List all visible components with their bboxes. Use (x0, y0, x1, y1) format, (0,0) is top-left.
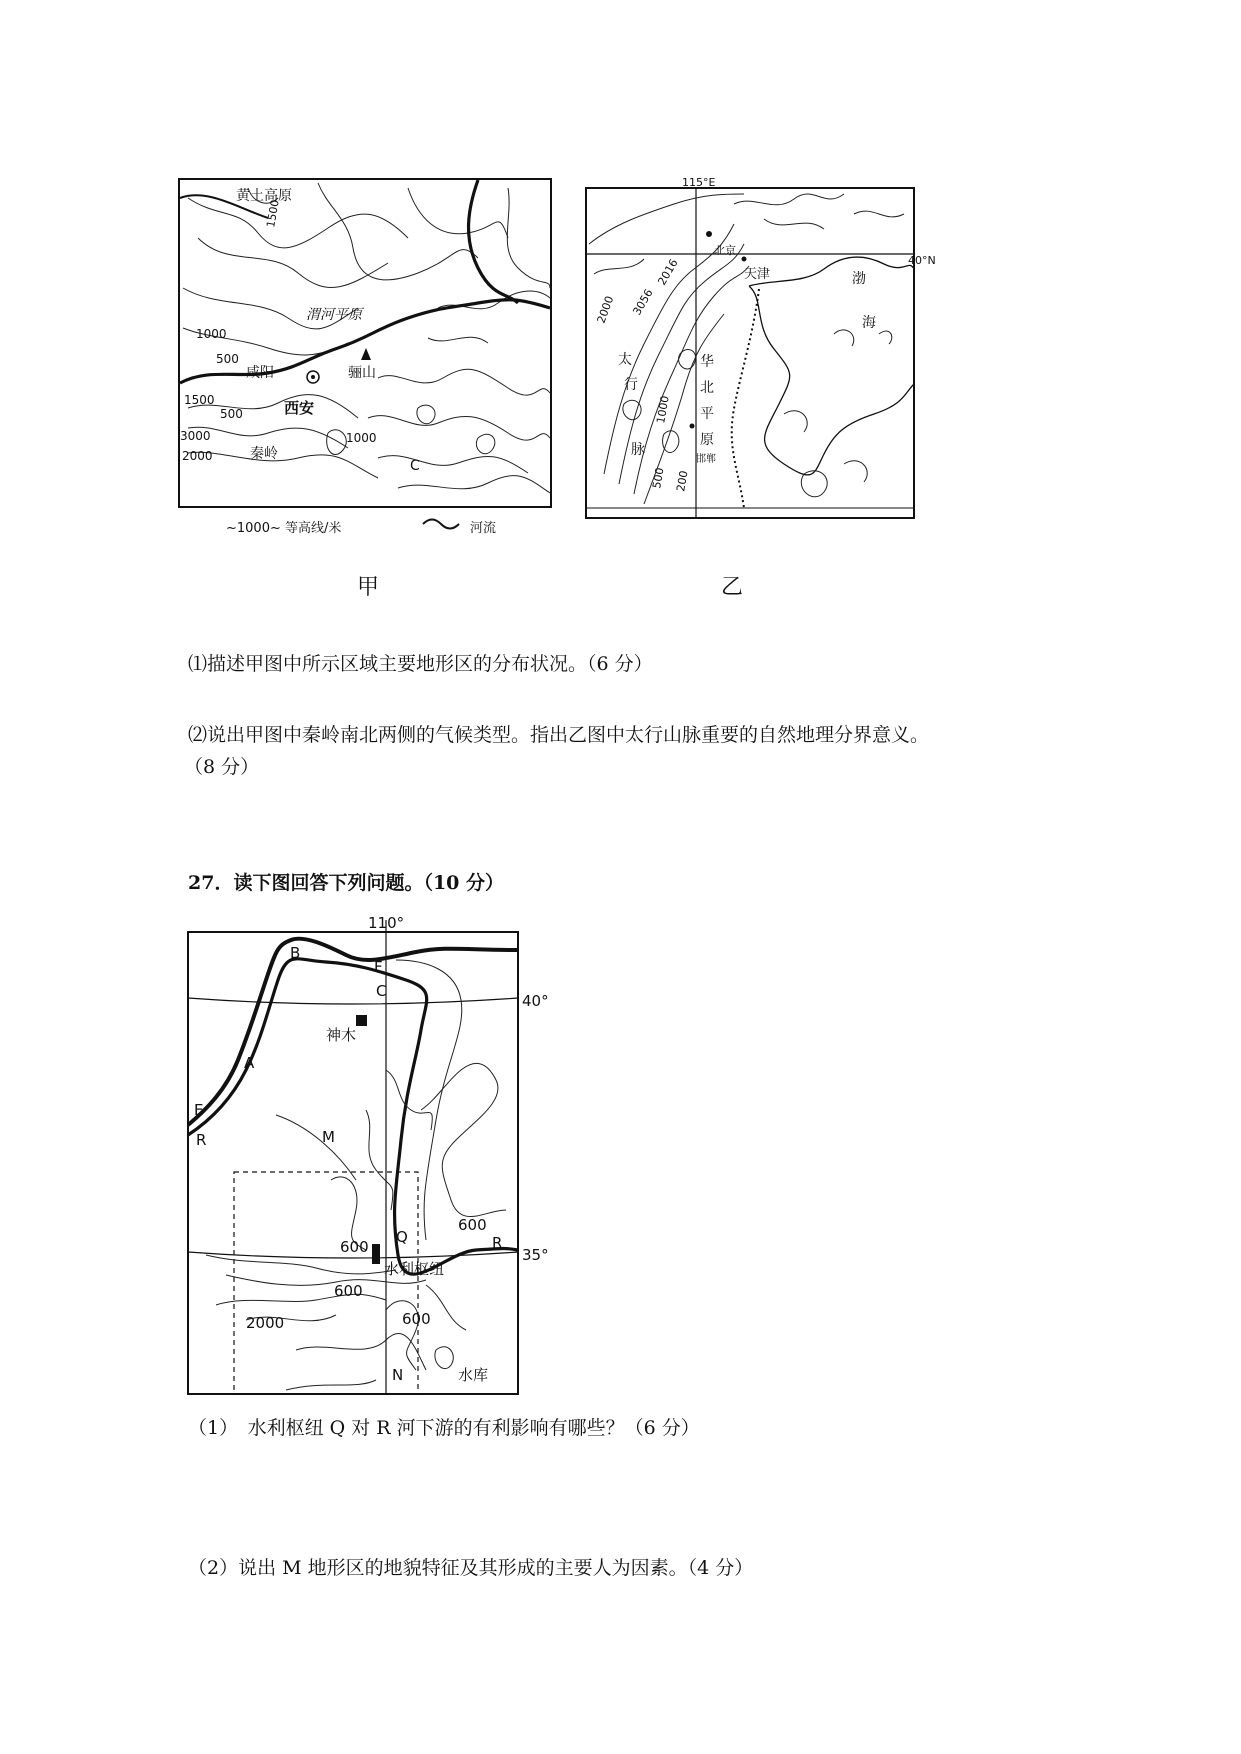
label-huabei-1: 华 (700, 354, 714, 370)
question-26-1: ⑴描述甲图中所示区域主要地形区的分布状况。（6 分） (188, 653, 653, 675)
label-yi-1000: 1000 (654, 394, 672, 425)
label-yi-3056: 3056 (630, 286, 656, 318)
label-tianjin: 天津 (744, 267, 771, 282)
caption-yi: 乙 (721, 575, 744, 600)
question-27-title: 27．读下图回答下列问题。（10 分） (188, 872, 504, 894)
label-lishan: 骊山 (348, 365, 376, 381)
label-loess-plateau: 黄土高原 (236, 188, 292, 204)
label-huabei-4: 原 (700, 432, 714, 448)
label-xianyang: 咸阳 (246, 365, 274, 381)
label-b: B (290, 944, 301, 962)
question-27-1: （1） 水利枢纽 Q 对 R 河下游的有利影响有哪些？（6 分） (188, 1417, 700, 1439)
label-contour-500-b: 500 (220, 407, 243, 421)
label-lat40: 40° (522, 992, 549, 1010)
label-yi-2000: 2000 (594, 294, 617, 326)
label-shenmu: 神木 (326, 1026, 357, 1044)
question-26-2-line2: （8 分） (184, 756, 260, 778)
label-huabei-3: 平 (700, 406, 714, 422)
label-contour-1000-a: 1000 (196, 327, 227, 341)
label-110: 110° (368, 914, 405, 932)
question-27-2: （2）说出 M 地形区的地貌特征及其形成的主要人为因素。（4 分） (188, 1557, 754, 1579)
label-f: F (374, 958, 383, 976)
label-2000: 2000 (246, 1314, 285, 1332)
map-27 (186, 910, 566, 1400)
label-contour-1500-a: 1500 (264, 198, 282, 229)
label-beijing: 北京 (714, 244, 736, 257)
label-m: M (322, 1128, 335, 1146)
label-40n: 40°N (908, 254, 936, 267)
question-26-2-line1: ⑵说出甲图中秦岭南北两侧的气候类型。指出乙图中太行山脉重要的自然地理分界意义。 (188, 724, 930, 746)
label-lat35: 35° (522, 1246, 549, 1264)
map-yi (584, 174, 944, 524)
label-yi-200: 200 (674, 469, 691, 493)
label-115e: 115°E (682, 176, 716, 189)
label-contour-500-a: 500 (216, 352, 239, 366)
label-600-mid: 600 (340, 1238, 369, 1256)
label-qinling: 秦岭 (250, 446, 278, 462)
label-hub: 水利枢纽 (384, 1260, 445, 1278)
label-hai: 海 (862, 315, 876, 331)
label-q: Q (396, 1228, 408, 1246)
label-yi-500: 500 (650, 466, 667, 490)
legend-river: 河流 (470, 521, 497, 536)
label-contour-1500-b: 1500 (184, 393, 215, 407)
label-r-right: R (492, 1234, 503, 1252)
label-contour-3000: 3000 (180, 429, 211, 443)
legend-contour: ~1000~ 等高线/米 (226, 521, 342, 536)
label-600-box: 600 (402, 1310, 431, 1328)
label-taihang-3: 脉 (631, 442, 645, 458)
label-e: E (194, 1101, 204, 1119)
label-weihe-plain: 渭河平原 (306, 307, 362, 323)
label-huabei-2: 北 (700, 380, 714, 396)
label-handan: 邯郸 (696, 454, 716, 465)
label-taihang-2: 行 (624, 377, 638, 393)
label-xian: 西安 (284, 399, 315, 417)
label-600-low: 600 (334, 1282, 363, 1300)
label-a: A (244, 1054, 255, 1072)
legend-river-icon (423, 520, 459, 529)
label-c-jia: C (410, 458, 420, 474)
map-jia (178, 178, 562, 548)
label-yi-2016: 2016 (655, 256, 681, 288)
label-r-left: R (196, 1131, 207, 1149)
label-reservoir: 水库 (458, 1366, 489, 1384)
label-bo: 渤 (852, 271, 866, 287)
label-taihang-1: 太 (618, 352, 632, 368)
caption-jia: 甲 (357, 575, 380, 600)
label-c-27: C (376, 982, 387, 1000)
label-contour-1000-b: 1000 (346, 431, 377, 445)
label-n: N (392, 1366, 404, 1384)
label-600-right: 600 (458, 1216, 487, 1234)
label-contour-2000: 2000 (182, 449, 213, 463)
